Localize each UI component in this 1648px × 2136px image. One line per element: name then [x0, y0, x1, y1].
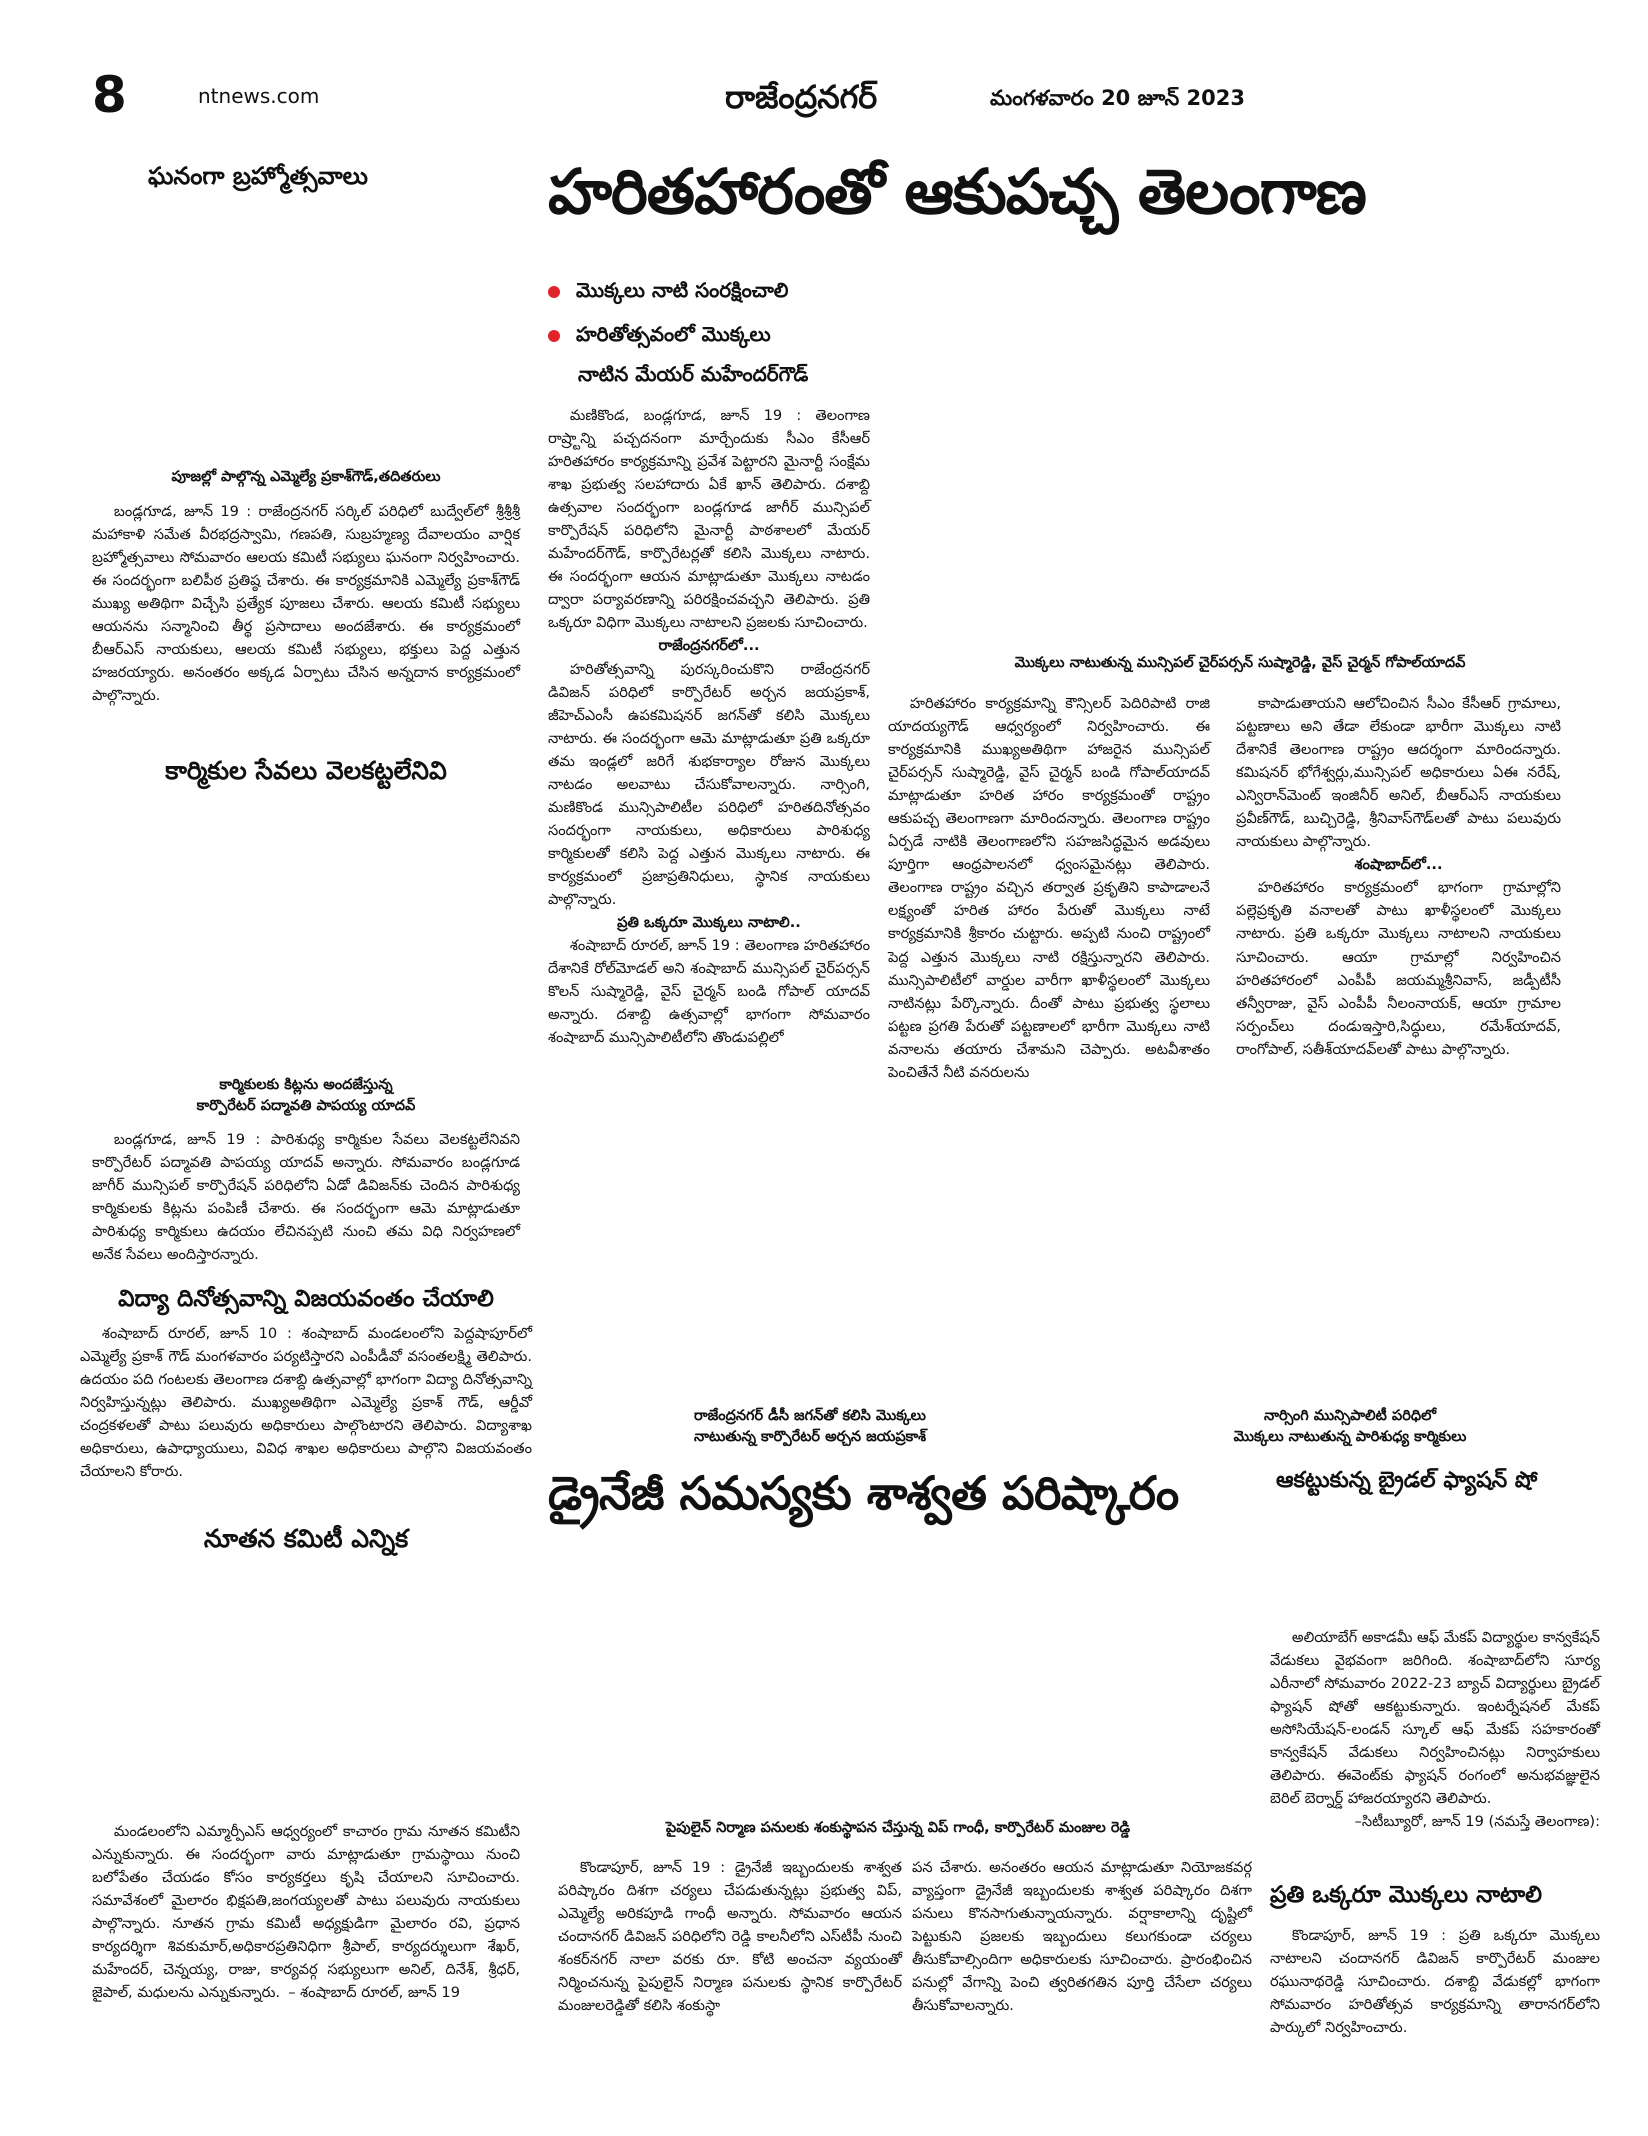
paragraph: అలియాబేగ్ అకాడమీ ఆఫ్ మేకప్ విద్యార్థుల కాన్వకేషన్ వేడుకలు వైభవంగా జరిగింది. శంషాబాద్‌లోని సూర్య ఎరీనాలో సోమవారం 2022-23 బ్యాచ్ విద్యార్థులు బ్రైడల్ ఫ్యాషన్ షోతో ఆకట్టుకున్నారు. ఇంటర్నేషనల్ మేకప్ అసోసియేషన్-లండన్ స్కూల్ ఆఫ్ మేకప్ సహకారంతో కాన్వకేషన్ వేడుకలు నిర్వహించినట్లు నిర్వాహకులు తెలిపారు. ఈవెంట్‌కు ఫ్యాషన్ రంగంలో అనుభవజ్ఞులైన బెరిల్ బెర్నార్డ్ హాజరయ్యారని తెలిపారు.	[1270, 1629, 1600, 1808]
intertitle: రాజేంద్రనగర్‌లో...	[658, 637, 760, 655]
caption-line: కార్మికులకు కిట్లను అందజేస్తున్న	[219, 1077, 393, 1093]
caption-line: రాజేంద్రనగర్ డీసీ జగన్‌తో కలిసి మొక్కలు	[694, 1408, 926, 1424]
lead-bullet-2	[548, 322, 771, 351]
drainage-body-col2	[912, 1856, 1252, 2017]
fashion-body	[1270, 1626, 1600, 1833]
paragraph: మణికొండ, బండ్లగూడ, జూన్ 19 : తెలంగాణ రాష్ర్టాన్ని పచ్చదనంగా మార్చేందుకు సీఎం కేసీఆర్ హరితహారం కార్యక్రమాన్ని ప్రవేశ పెట్టారని మైనార్టీ సంక్షేమ శాఖ ప్రభుత్వ సలహాదారు ఏకే ఖాన్ తెలిపారు. దశాబ్ది ఉత్సవాల సందర్భంగా బండ్లగూడ జాగీర్ మున్సిపల్ కార్పొరేషన్ పరిధిలోని మైనార్టీ పాఠశాలలో మేయర్ మహేందర్‌గౌడ్, కార్పొరేటర్లతో కలిసి మొక్కలు నాటారు. ఈ సందర్భంగా ఆయన మాట్లాడుతూ మొక్కలు నాటడం ద్వారా పర్యావరణాన్ని పరిరక్షించవచ్చని తెలిపారు. ప్రతి ఒక్కరూ విధిగా మొక్కలు నాటాలని ప్రజలకు సూచించారు.	[548, 407, 870, 632]
brahmotsavam-body	[92, 500, 520, 707]
drainage-caption: పైపులైన్ నిర్మాణ పనులకు శంకుస్థాపన చేస్తున్న విప్ గాంధీ, కార్పొరేటర్ మంజుల రెడ్డి	[665, 1820, 1131, 1836]
dateline: –సిటీబ్యూరో, జూన్ 19 (నమస్తే తెలంగాణ):	[1354, 1813, 1600, 1831]
committee-headline: నూతన కమిటీ ఎన్నిక	[203, 1524, 409, 1553]
bullet-text: మొక్కలు నాటి సంరక్షించాలి	[576, 278, 789, 302]
paragraph: మండలంలోని ఎమ్మార్పీఎస్ ఆధ్వర్యంలో కాచారం గ్రామ నూతన కమిటీని ఎన్నుకున్నారు. ఈ సందర్భంగా వారు మాట్లాడుతూ గ్రామస్థాయి నుంచి బలోపేతం చేయడం కోసం కార్యకర్తలు కృషి చేయాలని సూచించారు. సమావేశంలో మైలారం భిక్షపతి,జంగయ్యలతో పాటు పలువురు నాయకులు పాల్గొన్నారు. నూతన గ్రామ కమిటీ అధ్యక్షుడిగా మైలారం రవి, ప్రధాన కార్యదర్శిగా శివకుమార్,అధికారప్రతినిధిగా శ్రీపాల్, కార్యదర్శులుగా శేఖర్, మహేందర్, చెన్నయ్య, రాజు, కార్యవర్గ సభ్యులుగా అనిల్, దినేశ్, శ్రీధర్, జైపాల్, మధులను ఎన్నుకున్నారు.	[92, 1823, 520, 2002]
intertitle: శంషాబాద్‌లో...	[1354, 856, 1443, 874]
caption-line: మొక్కలు నాటుతున్న పారిశుధ్య కార్మికులు	[1233, 1429, 1467, 1446]
paragraph: హరితహారం కార్యక్రమంలో భాగంగా గ్రామాల్లోని పల్లెప్రకృతి వనాలతో పాటు ఖాళీస్థలంలో మొక్కలు నాటారు. ప్రతి ఒక్కరూ మొక్కలు నాటాలని నాయకులు సూచించారు. ఆయా గ్రామాల్లో నిర్వహించిన హరితహారంలో ఎంపీపీ జయమ్మశ్రీనివాస్, జడ్పీటీసీ తన్వీరాజు, వైస్ ఎంపీపీ నీలంనాయక్, ఆయా గ్రామాల సర్పంచ్‌లు దండుఇస్తారి,సిద్ధులు, రమేశ్‌యాదవ్, రాంగోపాల్, సతీశ్‌యాదవ్‌లతో పాటు పాల్గొన్నారు.	[1236, 879, 1561, 1058]
fashion-headline: ఆకట్టుకున్న బ్రైడల్ ఫ్యాషన్ షో	[1276, 1468, 1538, 1493]
dateline: – శంషాబాద్ రూరల్, జూన్ 19	[288, 1984, 460, 2002]
narsingi-caption	[1150, 1406, 1550, 1448]
paragraph: కొండాపూర్, జూన్ 19 : ప్రతి ఒక్కరూ మొక్కలు నాటాలని చందానగర్ డివిజన్ కార్పొరేటర్ మంజుల రఘునాథరెడ్డి సూచించారు. దశాబ్ది వేడుకల్లో భాగంగా సోమవారం హరితోత్సవ కార్యక్రమాన్ని తారానగర్‌లోని పార్కులో నిర్వహించారు.	[1270, 1927, 1600, 2037]
bullet-dot-icon	[548, 286, 560, 298]
plant-body	[1270, 1924, 1600, 2039]
plant-headline: ప్రతి ఒక్కరూ మొక్కలు నాటాలి	[1270, 1882, 1542, 1908]
lead-column-1	[548, 404, 870, 1049]
drainage-body-col1	[558, 1856, 902, 2017]
drainage-headline: డ్రైనేజీ సమస్యకు శాశ్వత పరిష్కారం	[548, 1466, 1179, 1520]
committee-body	[92, 1820, 520, 2004]
paragraph: హరితోత్సవాన్ని పురస్కరించుకొని రాజేంద్రనగర్ డివిజన్ పరిధిలో కార్పొరేటర్ అర్చన జయప్రకాశ్, జీహెచ్‌ఎంసీ ఉపకమిషనర్ జగన్‌తో కలిసి మొక్కలు నాటారు. ఈ సందర్భంగా ఆమె మాట్లాడుతూ ప్రతి ఒక్కరూ తమ ఇండ్లలో జరిగే శుభకార్యాల రోజున మొక్కలు నాటడం అలవాటు చేసుకోవాలన్నారు. నార్సింగి, మణికొండ మున్సిపాలిటీల పరిధిలో హరితదినోత్సవం సందర్భంగా నాయకులు, అధికారులు పారిశుధ్య కార్మికులతో కలిసి పెద్ద ఎత్తున మొక్కలు నాటారు. ఈ కార్యక్రమంలో ప్రజాప్రతినిధులు, స్థానిక నాయకులు పాల్గొన్నారు.	[548, 660, 870, 908]
lead-headline: హరితహారంతో ఆకుపచ్చ తెలంగాణ	[548, 155, 1366, 228]
lead-column-3	[1236, 692, 1561, 1061]
paragraph: కొండాపూర్, జూన్ 19 : డ్రైనేజీ ఇబ్బందులకు శాశ్వత పరిష్కారం దిశగా చర్యలు చేపడుతున్నట్లు ప్రభుత్వ విప్, ఎమ్మెల్యే అరికపూడి గాంధీ అన్నారు. సోమవారం ఆయన చందానగర్ డివిజన్ పరిధిలోని రెడ్డి కాలనీలోని ఎస్‌టీపీ నుంచి శంకర్‌నగర్ నాలా వరకు రూ. కోటి అంచనా వ్యయంతో నిర్మించనున్న పైపులైన్ నిర్మాణ పనులకు స్థానిక కార్పొరేటర్ మంజులరెడ్డితో కలిసి శంకుస్థా	[558, 1859, 902, 2015]
paragraph: బండ్లగూడ, జూన్ 19 : రాజేంద్రనగర్ సర్కిల్ పరిధిలో బుద్వేల్‌లో శ్రీశ్రీశ్రీ మహాకాళి సమేత వీరభద్రస్వామి, గణపతి, సుబ్రహ్మణ్య దేవాలయం వార్షిక బ్రహ్మోత్సవాలు సోమవారం ఆలయ కమిటీ సభ్యులు ఘనంగా నిర్వహించారు. ఈ సందర్భంగా బలిపీఠ ప్రతిష్ఠ చేశారు. ఈ కార్యక్రమానికి ఎమ్మెల్యే ప్రకాశ్‌గౌడ్ ముఖ్య అతిథిగా విచ్చేసి ప్రత్యేక పూజలు చేశారు. ఆలయ కమిటీ సభ్యులు ఆయనను సన్మానించి తీర్థ ప్రసాదాలు అందజేశారు. ఈ కార్యక్రమంలో బీఆర్‌ఎస్ నాయకులు, ఆలయ కమిటీ సభ్యులు, భక్తులు పెద్ద ఎత్తున హజరయ్యారు. అనంతరం అక్కడ ఏర్పాటు చేసిన అన్నదాన కార్యక్రమంలో పాల్గొన్నారు.	[92, 503, 520, 705]
site-url[interactable]: ntnews.com	[198, 84, 320, 108]
issue-date: మంగళవారం 20 జూన్ 2023	[990, 86, 1245, 110]
caption-line: కార్పొరేటర్ పద్మావతి పాపయ్య యాదవ్	[196, 1098, 416, 1115]
paragraph: పన చేశారు. అనంతరం ఆయన మాట్లాడుతూ నియోజకవర్గ వ్యాప్తంగా డ్రైనేజీ ఇబ్బందులకు శాశ్వత పరిష్కారం దిశగా పనులు కొనసాగుతున్నాయన్నారు. వర్షాకాలాన్ని దృష్టిలో పెట్టుకుని ప్రజలకు ఇబ్బందులు కలుగకుండా చర్యలు తీసుకోవాల్సిందిగా అధికారులకు సూచించారు. ప్రారంభించిన పనుల్లో వేగాన్ని పెంచి త్వరితగతిన పూర్తి చేసేలా చర్యలు తీసుకోవాలన్నారు.	[912, 1859, 1252, 2015]
paragraph: హరితహారం కార్యక్రమాన్ని కౌన్సిలర్ పెదిరిపాటి రాజి యాదయ్యగౌడ్ ఆధ్వర్యంలో నిర్వహించారు. ఈ కార్యక్రమానికి ముఖ్యఅతిథిగా హాజరైన మున్సిపల్ చైర్‌పర్సన్ సుష్మారెడ్డి, వైస్ చైర్మన్ బండి గోపాల్‌యాదవ్ మాట్లాడుతూ హరిత హారం కార్యక్రమంతో రాష్ట్రం ఆకుపచ్చ తెలంగాణగా మారిందన్నారు. తెలంగాణ రాష్ట్రం ఏర్పడే నాటికి తెలంగాణలోని సహజసిద్ధమైన అడవులు పూర్తిగా ఆంధ్రపాలనలో ధ్వంసమైనట్లు తెలిపారు. తెలంగాణ రాష్ట్రం వచ్చిన తర్వాత ప్రకృతిని కాపాడాలనే లక్ష్యంతో హరిత హారం పేరుతో మొక్కలు నాటే కార్యక్రమానికి శ్రీకారం చుట్టారు. అప్పటి నుంచి రాష్ట్రంలో పెద్ద ఎత్తున మొక్కలు నాటి రక్షిస్తున్నారని తెలిపారు. మున్సిపాలిటీలో వార్డుల వారీగా ఖాళీస్థలంలో మొక్కలు నాటినట్లు పేర్కొన్నారు. దీంతో పాటు ప్రభుత్వ స్థలాలు పట్టణ ప్రగతి పేరుతో పట్టణాలలో భారీగా మొక్కలు నాటి వనాలను తయారు చేశామని చెప్పారు. అటవీశాతం పెంచితేనే నీటి వనరులను	[888, 695, 1210, 1081]
workers-headline: కార్మికుల సేవలు వెలకట్టలేనివి	[165, 756, 447, 785]
workers-caption	[92, 1075, 520, 1117]
brahmotsavam-caption: పూజల్లో పాల్గొన్న ఎమ్మెల్యే ప్రకాశ్‌గౌడ్,తదితరులు	[171, 469, 441, 485]
caption-line: నార్సింగి మున్సిపాలిటీ పరిధిలో	[1263, 1408, 1436, 1424]
paragraph: బండ్లగూడ, జూన్ 19 : పారిశుధ్య కార్మికుల సేవలు వెలకట్టలేనివని కార్పొరేటర్ పద్మావతి పాపయ్య యాదవ్ అన్నారు. సోమవారం బండ్లగూడ జాగీర్ మున్సిపల్ కార్పొరేషన్ పరిధిలోని ఏడో డివిజన్‌కు చెందిన పారిశుధ్య కార్మికులకు కిట్లను పంపిణీ చేశారు. ఈ సందర్భంగా ఆమె మాట్లాడుతూ పారిశుధ్య కార్మికులు ఉదయం లేచినప్పటి నుంచి తమ విధి నిర్వహణలో అనేక సేవలు అందిస్తారన్నారు.	[92, 1131, 520, 1264]
page-number: 8	[92, 66, 127, 124]
vidya-headline: విద్యా దినోత్సవాన్ని విజయవంతం చేయాలి	[118, 1286, 494, 1312]
bullet-text: హరితోత్సవంలో మొక్కలు	[576, 322, 771, 346]
paragraph: శంషాబాద్ రూరల్, జూన్ 19 : తెలంగాణ హరితహారం దేశానికే రోల్‌మోడల్ అని శంషాబాద్ మున్సిపల్ చైర్‌పర్సన్ కొలన్ సుష్మారెడ్డి, వైస్ చైర్మన్ బండి గోపాల్ యాదవ్ అన్నారు. దశాబ్ది ఉత్సవాల్లో భాగంగా సోమవారం శంషాబాద్ మున్సిపాలిటీలోని తొండుపల్లిలో	[548, 937, 870, 1047]
intertitle: ప్రతి ఒక్కరూ మొక్కలు నాటాలి..	[617, 914, 801, 932]
lead-bullet-3: నాటిన మేయర్ మహేందర్‌గౌడ్	[578, 362, 809, 386]
lead-photo-caption: మొక్కలు నాటుతున్న మున్సిపల్ చైర్‌పర్సన్ సుష్మారెడ్డి, వైస్ చైర్మన్ గోపాల్‌యాదవ్	[1014, 655, 1466, 671]
paragraph: శంషాబాద్ రూరల్, జూన్ 10 : శంషాబాద్ మండలంలోని పెద్దషాపూర్‌లో ఎమ్మెల్యే ప్రకాశ్ గౌడ్ మంగళవారం పర్యటిస్తారని ఎంపీడీవో వసంతలక్ష్మి తెలిపారు. ఉదయం పది గంటలకు తెలంగాణ దశాబ్ది ఉత్సవాల్లో భాగంగా విద్యా దినోత్సవాన్ని నిర్వహిస్తున్నట్లు తెలిపారు. ముఖ్యఅతిథిగా ఎమ్మెల్యే ప్రకాశ్ గౌడ్, ఆర్డీవో చంద్రకళలతో పాటు పలువురు అధికారులు పాల్గొంటారని తెలిపారు. విద్యాశాఖ అధికారులు, ఉపాధ్యాయులు, వివిధ శాఖల అధికారులు పాల్గొని విజయవంతం చేయాలని కోరారు.	[80, 1325, 532, 1481]
lead-bullet-1	[548, 278, 788, 307]
caption-line: నాటుతున్న కార్పొరేటర్ అర్చన జయప్రకాశ్	[693, 1429, 927, 1446]
vidya-body	[80, 1322, 532, 1483]
bullet-dot-icon	[548, 330, 560, 342]
paragraph: కాపాడుతాయని ఆలోచించిన సీఎం కేసీఆర్ గ్రామాలు, పట్టణాలు అని తేడా లేకుండా భారీగా మొక్కలు నాటి దేశానికే తెలంగాణ రాష్ట్రం ఆదర్శంగా మారిందన్నారు. కమిషనర్ భోగేశ్వర్లు,మున్సిపల్ అధికారులు ఏఈ నరేష్, ఎన్విరాన్‌మెంట్ ఇంజినీర్ అనిల్, బీఆర్‌ఎస్ నాయకులు ప్రవీణ్‌గౌడ్, బుచ్చిరెడ్డి, శ్రీనివాస్‌గౌడ్‌లతో పాటు పలువురు నాయకులు పాల్గొన్నారు.	[1236, 695, 1561, 851]
workers-body	[92, 1128, 520, 1266]
lead-column-2	[888, 692, 1210, 1084]
edition-title: రాజేంద్రనగర్	[725, 78, 878, 116]
archana-caption	[600, 1406, 1020, 1448]
brahmotsavam-headline: ఘనంగా బ్రహ్మోత్సవాలు	[148, 162, 368, 190]
